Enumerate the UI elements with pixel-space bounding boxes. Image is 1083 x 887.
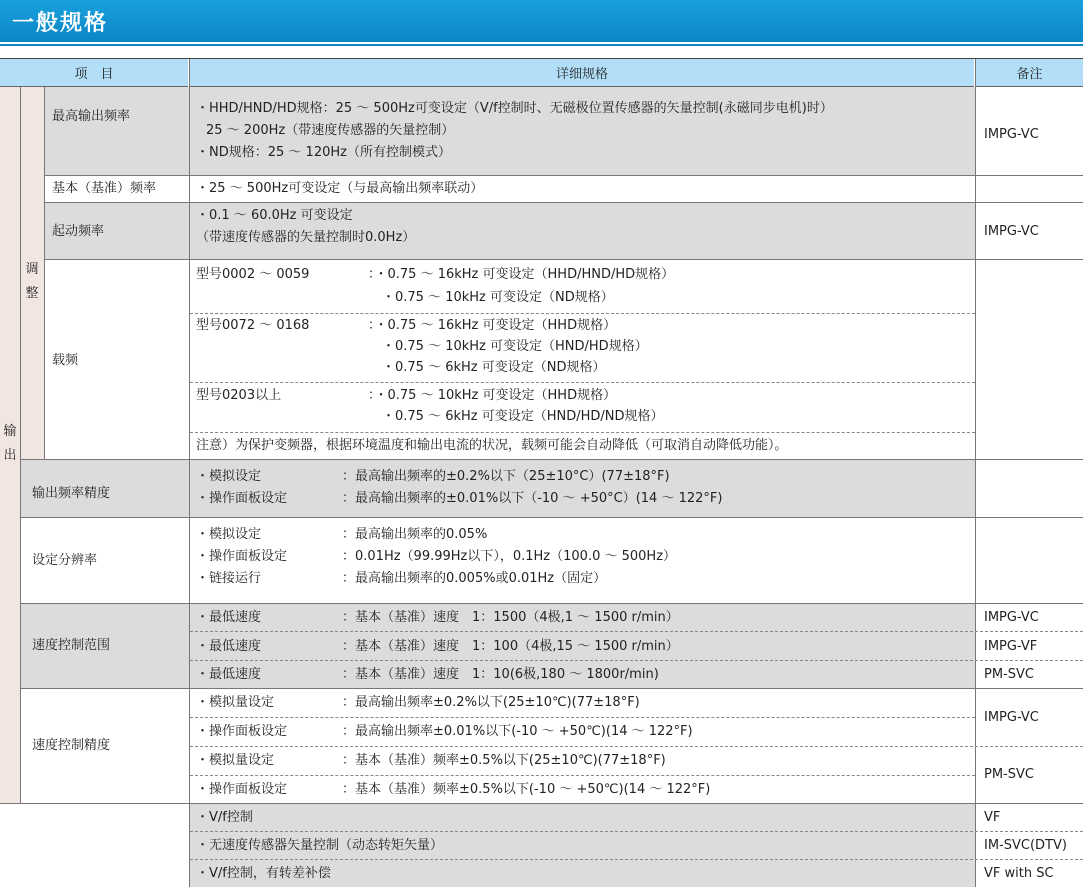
dashed-divider [190, 775, 975, 776]
detail-line: ・0.75 ～ 6kHz 可变设定（ND规格） [382, 360, 606, 375]
dashed-divider [190, 746, 1083, 747]
header-detail: 详细规格 [190, 58, 974, 87]
item-key: ・V/f控制 [196, 810, 253, 825]
label-resolution: 设定分辨率 [32, 553, 98, 568]
model-range: 型号0203以上 [196, 388, 282, 403]
detail-line: ・0.75 ～ 6kHz 可变设定（HND/HD/ND规格） [382, 409, 664, 424]
note: PM-SVC [984, 767, 1034, 782]
grid-line [44, 175, 1083, 176]
item-value: ：最高输出频率的0.05% [342, 527, 488, 542]
detail-line: ：・0.75 ～ 16kHz 可变设定（HHD/HND/HD规格） [368, 267, 675, 282]
header-item: 项 目 [0, 58, 188, 87]
title-underline [0, 44, 1083, 46]
group-char: 整 [25, 286, 39, 301]
item-value: ：最高输出频率的0.005%或0.01Hz（固定） [342, 571, 607, 586]
item-value: ：基本（基准）频率±0.5%以下(25±10℃)(77±18°F) [342, 753, 666, 768]
note: PM-SVC [984, 667, 1034, 682]
item-value: ：最高输出频率±0.2%以下(25±10℃)(77±18°F) [342, 695, 640, 710]
grid-line [975, 58, 976, 887]
item-key: ・最低速度 [196, 610, 262, 625]
dashed-divider [190, 382, 975, 383]
item-key: ・V/f控制，有转差补偿 [196, 866, 331, 881]
item-key: ・链接运行 [196, 571, 262, 586]
note: VF [984, 810, 1001, 825]
model-range: 型号0072 ～ 0168 [196, 318, 310, 333]
item-key: ・无速度传感器矢量控制（动态转矩矢量） [196, 838, 444, 853]
dashed-divider [190, 313, 975, 314]
group-char: 出 [3, 448, 17, 463]
item-key: ・模拟设定 [196, 527, 262, 542]
item-value: ：0.01Hz（99.99Hz以下），0.1Hz（100.0 ～ 500Hz） [342, 549, 677, 564]
note: IMPG-VC [984, 610, 1039, 625]
section-title-bar [0, 0, 1083, 42]
model-range: 型号0002 ～ 0059 [196, 267, 310, 282]
note: VF with SC [984, 866, 1054, 881]
detail-line: ・0.75 ～ 10kHz 可变设定（ND规格） [382, 290, 614, 305]
group-char: 调 [25, 262, 39, 277]
item-value: ：基本（基准）速度 1：1500（4极,1 ～ 1500 r/min） [342, 610, 679, 625]
detail-line: （带速度传感器的矢量控制时0.0Hz） [196, 230, 416, 245]
grid-line [20, 688, 1083, 689]
item-key: ・最低速度 [196, 639, 262, 654]
item-key: ・操作面板设定 [196, 549, 288, 564]
note-max-freq: IMPG-VC [984, 127, 1039, 142]
dashed-divider [190, 717, 975, 718]
item-value: ：最高输出频率的±0.2%以下（25±10°C）(77±18°F) [342, 469, 670, 484]
group-char: 输 [3, 424, 17, 439]
dashed-divider [190, 432, 975, 433]
table-top-line [0, 58, 1083, 59]
note: IMPG-VC [984, 710, 1039, 725]
detail-line: ・25 ～ 500Hz可变设定（与最高输出频率联动） [196, 181, 484, 196]
grid-line [44, 202, 1083, 203]
detail-line: ・0.75 ～ 10kHz 可变设定（HND/HD规格） [382, 339, 648, 354]
label-carrier: 载频 [52, 353, 79, 368]
label-start-freq: 起动频率 [52, 224, 105, 239]
group-label-adjust [25, 258, 39, 306]
group-label-output [3, 420, 17, 468]
item-value: ：基本（基准）速度 1：10(6极,180 ～ 1800r/min) [342, 667, 659, 682]
detail-line: ：・0.75 ～ 16kHz 可变设定（HHD规格） [368, 318, 617, 333]
detail-line: ・HHD/HND/HD规格：25 ～ 500Hz可变设定（V/f控制时、无磁极位置传感器的矢量控制(永磁同步电机)时） [196, 101, 833, 116]
note: IM-SVC(DTV) [984, 838, 1067, 853]
item-value: ：最高输出频率±0.01%以下(-10 ～ +50℃)(14 ～ 122°F) [342, 724, 693, 739]
grid-line [20, 517, 1083, 518]
grid-line [20, 87, 21, 803]
grid-line [44, 87, 45, 459]
dashed-divider [190, 631, 1083, 632]
grid-line [20, 603, 1083, 604]
label-speed-range: 速度控制范围 [32, 638, 111, 653]
item-key: ・操作面板设定 [196, 724, 288, 739]
grid-line [44, 259, 1083, 260]
dashed-divider [190, 831, 1083, 832]
item-value: ：最高输出频率的±0.01%以下（-10 ～ +50°C）(14 ～ 122°F) [342, 491, 723, 506]
item-key: ・操作面板设定 [196, 491, 288, 506]
note-start-freq: IMPG-VC [984, 224, 1039, 239]
label-speed-accuracy: 速度控制精度 [32, 738, 111, 753]
detail-line: ：・0.75 ～ 10kHz 可变设定（HHD规格） [368, 388, 617, 403]
dashed-divider [190, 859, 1083, 860]
item-key: ・模拟量设定 [196, 753, 275, 768]
note: IMPG-VF [984, 639, 1038, 654]
detail-line: 25 ～ 200Hz（带速度传感器的矢量控制） [206, 123, 455, 138]
detail-line: ・ND规格：25 ～ 120Hz（所有控制模式） [196, 145, 451, 160]
label-base-freq: 基本（基准）频率 [52, 181, 157, 196]
dashed-divider [190, 660, 1083, 661]
carrier-caution: 注意）为保护变频器，根据环境温度和输出电流的状况，载频可能会自动降低（可取消自动降低功能）。 [196, 438, 788, 453]
item-key: ・模拟设定 [196, 469, 262, 484]
grid-line [0, 803, 1083, 804]
grid-line [189, 58, 190, 887]
item-value: ：基本（基准）速度 1：100（4极,15 ～ 1500 r/min） [342, 639, 679, 654]
item-key: ・模拟量设定 [196, 695, 275, 710]
label-accuracy: 输出频率精度 [32, 486, 111, 501]
detail-line: ・0.1 ～ 60.0Hz 可变设定 [196, 208, 353, 223]
item-key: ・最低速度 [196, 667, 262, 682]
label-max-freq: 最高输出频率 [52, 109, 131, 124]
item-key: ・操作面板设定 [196, 782, 288, 797]
grid-line [20, 459, 1083, 460]
row-bg-start-freq [45, 202, 975, 259]
header-note: 备注 [976, 58, 1083, 87]
item-value: ：基本（基准）频率±0.5%以下(-10 ～ +50℃)(14 ～ 122°F) [342, 782, 711, 797]
page-title: 一般规格 [12, 11, 109, 36]
